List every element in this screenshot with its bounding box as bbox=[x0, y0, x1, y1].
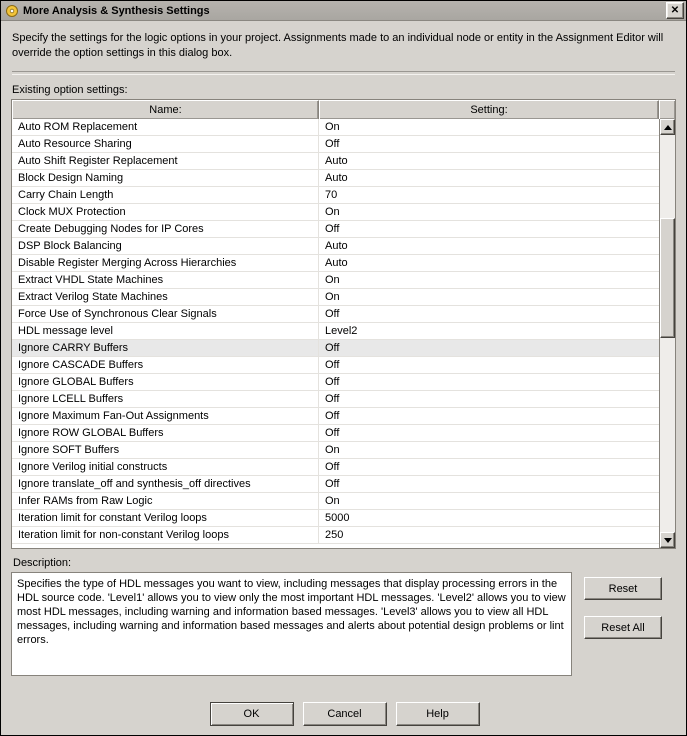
cell-option-name: HDL message level bbox=[12, 323, 319, 339]
cell-option-name: Auto ROM Replacement bbox=[12, 119, 319, 135]
reset-button[interactable]: Reset bbox=[584, 577, 662, 600]
cell-option-name: Auto Shift Register Replacement bbox=[12, 153, 319, 169]
cell-option-name: Carry Chain Length bbox=[12, 187, 319, 203]
cell-option-setting[interactable]: On bbox=[325, 444, 340, 456]
table-row[interactable] bbox=[12, 170, 659, 187]
window-title: More Analysis & Synthesis Settings bbox=[23, 4, 210, 17]
title-bar bbox=[1, 1, 686, 21]
scroll-down-button[interactable] bbox=[660, 532, 675, 548]
table-row[interactable] bbox=[12, 340, 659, 357]
cell-option-setting[interactable]: Off bbox=[325, 376, 340, 388]
cell-option-setting[interactable]: Off bbox=[325, 138, 340, 150]
cell-option-name: Ignore SOFT Buffers bbox=[12, 442, 319, 458]
help-button[interactable]: Help bbox=[396, 702, 480, 726]
table-row[interactable] bbox=[12, 153, 659, 170]
cell-option-setting[interactable]: Off bbox=[325, 478, 340, 490]
cell-option-setting[interactable]: Off bbox=[325, 342, 340, 354]
table-row[interactable] bbox=[12, 357, 659, 374]
divider bbox=[12, 71, 675, 75]
cell-option-name: Extract Verilog State Machines bbox=[12, 289, 319, 305]
table-row[interactable] bbox=[12, 493, 659, 510]
table-header-row bbox=[12, 100, 675, 119]
cell-option-name: DSP Block Balancing bbox=[12, 238, 319, 254]
cell-option-name: Ignore CASCADE Buffers bbox=[12, 357, 319, 373]
cell-option-setting[interactable]: Auto bbox=[325, 155, 348, 167]
cell-option-name: Block Design Naming bbox=[12, 170, 319, 186]
footer-button-group bbox=[1, 702, 687, 726]
cell-option-name: Ignore translate_off and synthesis_off directives bbox=[12, 476, 319, 492]
table-row[interactable] bbox=[12, 272, 659, 289]
close-icon[interactable]: ✕ bbox=[666, 2, 684, 19]
cell-option-setting[interactable]: Off bbox=[325, 393, 340, 405]
table-row[interactable] bbox=[12, 527, 659, 544]
table-row[interactable] bbox=[12, 374, 659, 391]
table-row[interactable] bbox=[12, 408, 659, 425]
table-rows bbox=[12, 119, 659, 548]
cell-option-setting[interactable]: Auto bbox=[325, 240, 348, 252]
cancel-button[interactable]: Cancel bbox=[303, 702, 387, 726]
arrow-down-icon bbox=[664, 538, 672, 543]
table-vertical-scrollbar[interactable] bbox=[659, 119, 675, 548]
table-row[interactable] bbox=[12, 306, 659, 323]
table-row[interactable] bbox=[12, 289, 659, 306]
cell-option-name: Clock MUX Protection bbox=[12, 204, 319, 220]
cell-option-name: Iteration limit for non-constant Verilog loops bbox=[12, 527, 319, 543]
cell-option-name: Disable Register Merging Across Hierarchies bbox=[12, 255, 319, 271]
table-row[interactable] bbox=[12, 442, 659, 459]
table-row[interactable] bbox=[12, 187, 659, 204]
column-header-setting[interactable]: Setting: bbox=[319, 100, 659, 119]
ok-button[interactable]: OK bbox=[210, 702, 294, 726]
description-row bbox=[11, 572, 676, 676]
cell-option-setting[interactable]: 5000 bbox=[325, 512, 350, 524]
side-button-group bbox=[584, 572, 662, 639]
option-settings-table bbox=[11, 99, 676, 549]
cell-option-setting[interactable]: Level2 bbox=[325, 325, 358, 337]
cell-option-setting[interactable]: Off bbox=[325, 223, 340, 235]
cell-option-setting[interactable]: On bbox=[325, 206, 340, 218]
cell-option-setting[interactable]: 70 bbox=[325, 189, 338, 201]
cell-option-name: Ignore GLOBAL Buffers bbox=[12, 374, 319, 390]
cell-option-setting[interactable]: Off bbox=[325, 427, 340, 439]
cell-option-setting[interactable]: On bbox=[325, 291, 340, 303]
table-row[interactable] bbox=[12, 510, 659, 527]
cell-option-setting[interactable]: Off bbox=[325, 410, 340, 422]
table-scroll-area bbox=[12, 119, 675, 548]
cell-option-setting[interactable]: Auto bbox=[325, 172, 348, 184]
scrollbar-track[interactable] bbox=[660, 135, 675, 532]
reset-all-button[interactable]: Reset All bbox=[584, 616, 662, 639]
table-row[interactable] bbox=[12, 255, 659, 272]
header-corner bbox=[659, 100, 675, 119]
dialog-body bbox=[1, 21, 686, 676]
cell-option-name: Extract VHDL State Machines bbox=[12, 272, 319, 288]
cell-option-name: Ignore ROW GLOBAL Buffers bbox=[12, 425, 319, 441]
table-row[interactable] bbox=[12, 391, 659, 408]
arrow-up-icon bbox=[664, 125, 672, 130]
cell-option-name: Force Use of Synchronous Clear Signals bbox=[12, 306, 319, 322]
table-row[interactable] bbox=[12, 238, 659, 255]
table-row[interactable] bbox=[12, 459, 659, 476]
cell-option-name: Ignore CARRY Buffers bbox=[12, 340, 319, 356]
table-row[interactable] bbox=[12, 476, 659, 493]
column-header-name[interactable]: Name: bbox=[12, 100, 319, 119]
scrollbar-thumb[interactable] bbox=[660, 218, 675, 338]
cell-option-name: Ignore Verilog initial constructs bbox=[12, 459, 319, 475]
cell-option-setting[interactable]: Off bbox=[325, 359, 340, 371]
cell-option-name: Create Debugging Nodes for IP Cores bbox=[12, 221, 319, 237]
table-row[interactable] bbox=[12, 425, 659, 442]
cell-option-setting[interactable]: On bbox=[325, 121, 340, 133]
settings-window-icon bbox=[5, 4, 19, 18]
cell-option-setting[interactable]: Auto bbox=[325, 257, 348, 269]
scroll-up-button[interactable] bbox=[660, 119, 675, 135]
cell-option-setting[interactable]: 250 bbox=[325, 529, 344, 541]
table-row[interactable] bbox=[12, 323, 659, 340]
description-label: Description: bbox=[13, 557, 72, 569]
table-row[interactable] bbox=[12, 136, 659, 153]
cell-option-name: Ignore LCELL Buffers bbox=[12, 391, 319, 407]
description-text: Specifies the type of HDL messages you want to view, including messages that display processing errors in the HDL source code. 'Level1' allows you to view only the most important HDL messages. 'Level2' allows you to view most HDL messages, including warning and information based messages. 'Level3' allows you to view all HDL messages, including warning and information based messages and alerts about potential design problems or lint errors. bbox=[11, 572, 572, 676]
cell-option-name: Iteration limit for constant Verilog loops bbox=[12, 510, 319, 526]
cell-option-setting[interactable]: Off bbox=[325, 461, 340, 473]
existing-options-label: Existing option settings: bbox=[12, 84, 128, 96]
cell-option-name: Ignore Maximum Fan-Out Assignments bbox=[12, 408, 319, 424]
table-row[interactable] bbox=[12, 119, 659, 136]
cell-option-setting[interactable]: On bbox=[325, 274, 340, 286]
cell-option-setting[interactable]: On bbox=[325, 495, 340, 507]
table-row[interactable] bbox=[12, 204, 659, 221]
cell-option-name: Auto Resource Sharing bbox=[12, 136, 319, 152]
intro-text: Specify the settings for the logic options in your project. Assignments made to an individual node or entity in the Assignment Editor will override the option settings in this dialog box. bbox=[12, 32, 664, 59]
table-row[interactable] bbox=[12, 221, 659, 238]
cell-option-name: Infer RAMs from Raw Logic bbox=[12, 493, 319, 509]
cell-option-setting[interactable]: Off bbox=[325, 308, 340, 320]
